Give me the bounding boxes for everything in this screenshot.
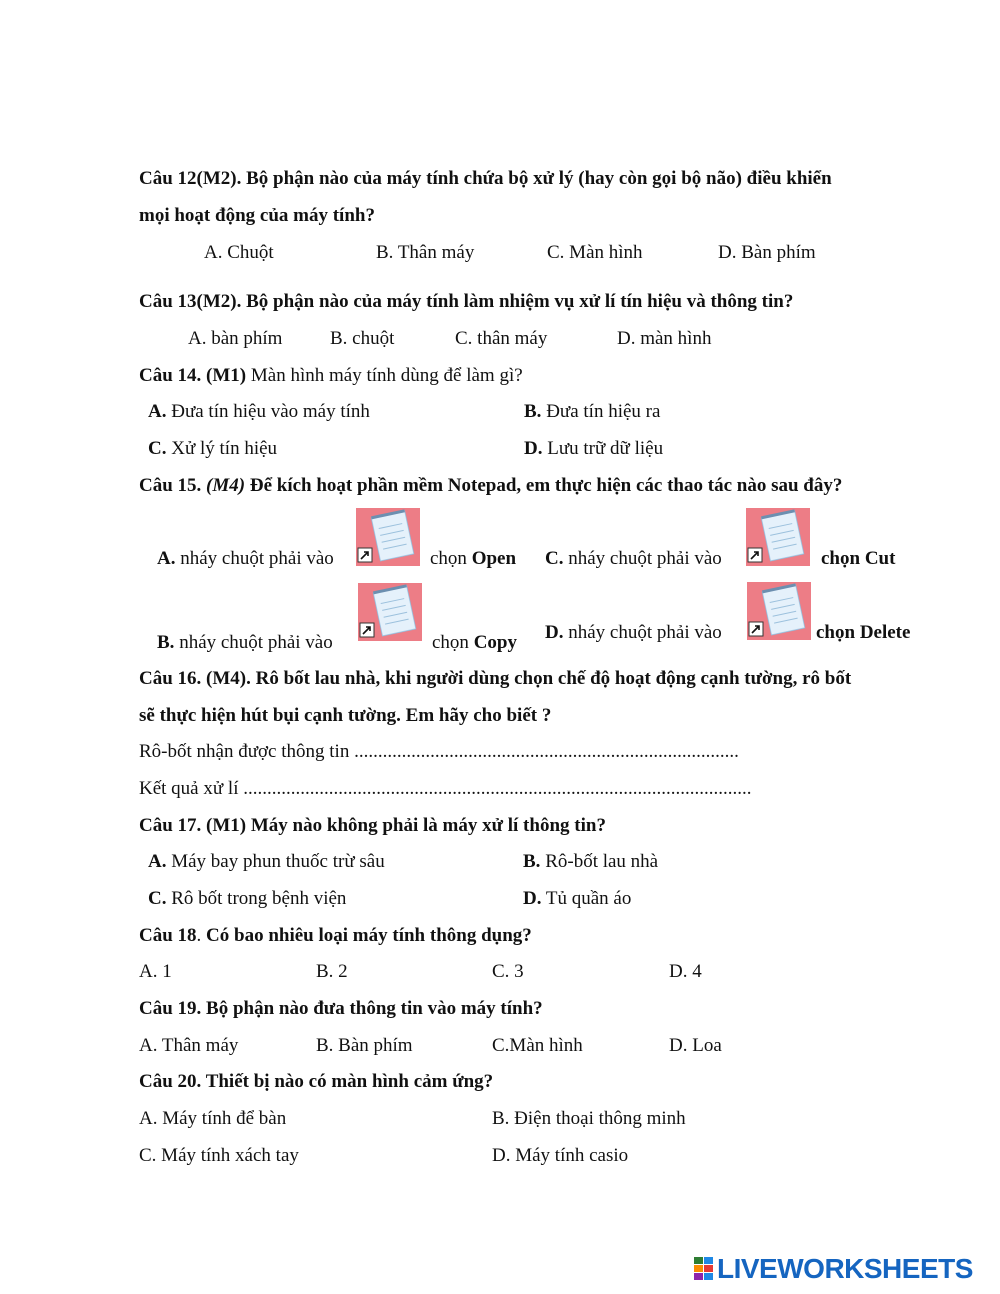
- q13-option-a[interactable]: A. bàn phím: [188, 328, 283, 349]
- q15-option-a-action[interactable]: chọn Open: [430, 548, 517, 569]
- liveworksheets-logo-icon: [693, 1256, 715, 1282]
- q15-option-c-text[interactable]: C. nháy chuột phải vào: [545, 548, 722, 569]
- q12-line2: mọi hoạt động của máy tính?: [139, 205, 375, 226]
- q15-option-b-action[interactable]: chọn Copy: [432, 632, 517, 653]
- q19-text: Câu 19. Bộ phận nào đưa thông tin vào máy tính?: [139, 998, 543, 1019]
- q15-option-a-text[interactable]: A. nháy chuột phải vào: [157, 548, 334, 569]
- q14-question: [139, 365, 523, 387]
- q12-option-b[interactable]: B. Thân máy: [376, 242, 475, 263]
- q12-option-a[interactable]: A. Chuột: [204, 242, 274, 263]
- q16-answer-field-1[interactable]: Rô-bốt nhận được thông tin .................................................................................: [139, 741, 739, 762]
- q19-option-d[interactable]: D. Loa: [669, 1035, 722, 1056]
- q13-text: Câu 13(M2). Bộ phận nào của máy tính làm nhiệm vụ xử lí tín hiệu và thông tin?: [139, 291, 794, 312]
- notepad-icon[interactable]: [358, 583, 422, 641]
- liveworksheets-logo: [693, 1252, 973, 1286]
- liveworksheets-wordmark: LIVEWORKSHEETS: [717, 1253, 973, 1284]
- q12-option-c[interactable]: C. Màn hình: [547, 242, 643, 263]
- q20-option-a[interactable]: A. Máy tính để bàn: [139, 1108, 287, 1129]
- q13-option-c[interactable]: C. thân máy: [455, 328, 548, 349]
- q15-option-d-action[interactable]: chọn Delete: [816, 622, 911, 643]
- q14-option-d[interactable]: D. Lưu trữ dữ liệu: [524, 438, 664, 459]
- q16-line1: Câu 16. (M4). Rô bốt lau nhà, khi người dùng chọn chế độ hoạt động cạnh tường, rô bốt: [139, 668, 852, 689]
- q12-line1: Câu 12(M2). Bộ phận nào của máy tính chứa bộ xử lý (hay còn gọi bộ não) điều khiển: [139, 168, 832, 189]
- q20-option-d[interactable]: D. Máy tính casio: [492, 1145, 629, 1166]
- q14-label: Câu 14. (M1): [139, 365, 247, 386]
- notepad-icon[interactable]: [746, 508, 810, 566]
- q14-option-c[interactable]: C. Xử lý tín hiệu: [148, 438, 278, 459]
- q13-option-b[interactable]: B. chuột: [330, 328, 395, 349]
- q18-option-d[interactable]: D. 4: [669, 961, 702, 982]
- q19-option-a[interactable]: A. Thân máy: [139, 1035, 239, 1056]
- q15-option-c-action[interactable]: chọn Cut: [821, 548, 896, 569]
- q14-option-b[interactable]: B. Đưa tín hiệu ra: [524, 401, 661, 422]
- q19-option-b[interactable]: B. Bàn phím: [316, 1035, 413, 1056]
- q17-option-d[interactable]: D. Tủ quần áo: [523, 888, 632, 909]
- q17-text: Câu 17. (M1) Máy nào không phải là máy xử lí thông tin?: [139, 815, 606, 836]
- q16-line2: sẽ thực hiện hút bụi cạnh tường. Em hãy cho biết ?: [139, 705, 552, 726]
- notepad-icon[interactable]: [747, 582, 811, 640]
- q12-option-d[interactable]: D. Bàn phím: [718, 242, 816, 263]
- q14-text: Màn hình máy tính dùng để làm gì?: [246, 365, 523, 386]
- q15-option-d-text[interactable]: D. nháy chuột phải vào: [545, 622, 722, 643]
- q15-question: Câu 15. (M4) Để kích hoạt phần mềm Notepad, em thực hiện các thao tác nào sau đây?: [139, 475, 843, 496]
- q20-text: Câu 20. Thiết bị nào có màn hình cảm ứng?: [139, 1071, 494, 1092]
- q15-level: (M4): [206, 475, 246, 496]
- q16-answer-field-2[interactable]: Kết quả xử lí ...........................................................................................................: [139, 778, 752, 799]
- q20-option-c[interactable]: C. Máy tính xách tay: [139, 1145, 299, 1166]
- notepad-icon[interactable]: [356, 508, 420, 566]
- q17-option-a[interactable]: A. Máy bay phun thuốc trừ sâu: [148, 851, 385, 872]
- q18-option-a[interactable]: A. 1: [139, 961, 172, 982]
- q17-option-c[interactable]: C. Rô bốt trong bệnh viện: [148, 888, 347, 909]
- q18-option-c[interactable]: C. 3: [492, 961, 524, 982]
- q19-option-c[interactable]: C.Màn hình: [492, 1035, 583, 1056]
- q18-question: Câu 18. Có bao nhiêu loại máy tính thông dụng?: [139, 925, 532, 946]
- q13-option-d[interactable]: D. màn hình: [617, 328, 712, 349]
- q17-option-b[interactable]: B. Rô-bốt lau nhà: [523, 851, 659, 872]
- q18-option-b[interactable]: B. 2: [316, 961, 348, 982]
- q20-option-b[interactable]: B. Điện thoại thông minh: [492, 1108, 686, 1129]
- q15-option-b-text[interactable]: B. nháy chuột phải vào: [157, 632, 333, 653]
- q14-option-a[interactable]: A. Đưa tín hiệu vào máy tính: [148, 401, 370, 422]
